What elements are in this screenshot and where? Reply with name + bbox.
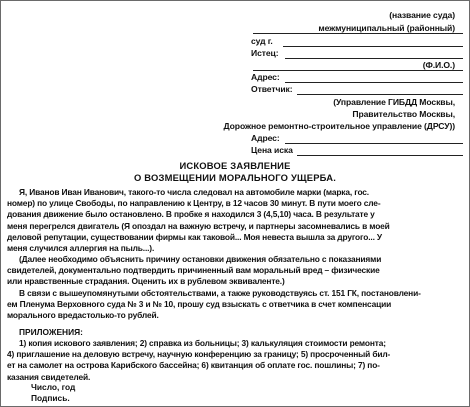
signature-label: Подпись. [31, 393, 70, 403]
paragraph-2-line: свидетелей, документально подтвердить причиненный вам моральный вред – физические [7, 265, 380, 276]
date-label: Число, год [31, 382, 76, 392]
paragraph-1-line: Я, Иванов Иван Иванович, такого-то числа следовал на автомобиле марки (марка, гос. [19, 187, 369, 197]
attachments-list [7, 338, 465, 383]
attachment-line: казания свидетелей. [7, 371, 91, 382]
paragraph-3-line: морального вредастолько-то рублей. [7, 310, 159, 321]
paragraph-1-line: дования движение было остановлено. В пробке я находился 3 (4,5,10) часа. В результате у [7, 209, 375, 220]
defendant-line-1: (Управление ГИБДД Москвы, [333, 97, 455, 107]
plaintiff-address-label: Адрес: [251, 72, 280, 82]
attachments-label: ПРИЛОЖЕНИЯ: [19, 327, 83, 337]
defendant-underline [297, 94, 463, 95]
court-name-label: (название суда) [389, 10, 455, 20]
court-prefix-label: суд г. [251, 36, 273, 46]
paragraph-1-line: меня перегрелся двигатель (Я опоздал на важную встречу, и партнеры засомневались в моей [7, 220, 390, 231]
attachment-line: ет на самолет на острова Карибского бассейна; 6) квитанция об оплате гос. пошлины; 7) по- [7, 360, 380, 371]
document-title-line-2: О ВОЗМЕЩЕНИИ МОРАЛЬНОГО УЩЕРБА. [133, 172, 337, 183]
fio-underline [253, 70, 463, 71]
defendant-label: Ответчик: [251, 84, 293, 94]
claim-price-underline [297, 155, 463, 156]
paragraph-3 [7, 288, 465, 322]
plaintiff-label: Истец: [251, 48, 279, 58]
plaintiff-address-underline [285, 82, 463, 83]
paragraph-3-line: В связи с вышеупомянутыми обстоятельствами, а также руководствуясь ст. 151 ГК, постановлени- [19, 288, 421, 298]
attachment-line: 4) приглашение на деловую встречу, научную конференцию за границу; 5) просроченный бил- [7, 349, 391, 360]
paragraph-2-line: или нравственные страдания. Оценить их в рублевом эквиваленте.) [7, 276, 285, 287]
paragraph-1 [7, 187, 465, 254]
claim-price-label: Цена иска [251, 145, 293, 155]
fio-label: (Ф.И.О.) [422, 60, 455, 70]
paragraph-1-line: деловой репутации, существовании фирмы как таковой... Моя невеста вышла за другого... У [7, 231, 382, 242]
court-type-label: межмуниципальный (районный) [318, 23, 455, 33]
paragraph-3-line: ем Пленума Верховного суда № 3 и № 10, прошу суд взыскать с ответчика в счет компенсации [7, 299, 392, 310]
court-city-underline [283, 46, 463, 47]
defendant-address-underline [285, 143, 463, 144]
attachment-line: 1) копия искового заявления; 2) справка из больницы; 3) калькуляция стоимости ремонта; [19, 338, 386, 348]
paragraph-1-line: номер) по улице Свободы, по направлению к Центру, в 12 часов 30 минут. В пути моего сле- [7, 198, 381, 209]
defendant-line-2: Правительство Москвы, [352, 109, 455, 119]
defendant-line-3: Дорожное ремонтно-строительное управление (ДРСУ)) [223, 121, 455, 131]
document-title-line-1: ИСКОВОЕ ЗАЯВЛЕНИЕ [179, 160, 291, 171]
defendant-address-label: Адрес: [251, 133, 280, 143]
paragraph-1-line: меня случился аллергия на пыль...). [7, 243, 155, 254]
paragraph-2 [7, 254, 465, 288]
paragraph-2-line: (Далее необходимо объяснить причину остановки движения обязательно с показаниями [19, 254, 382, 264]
